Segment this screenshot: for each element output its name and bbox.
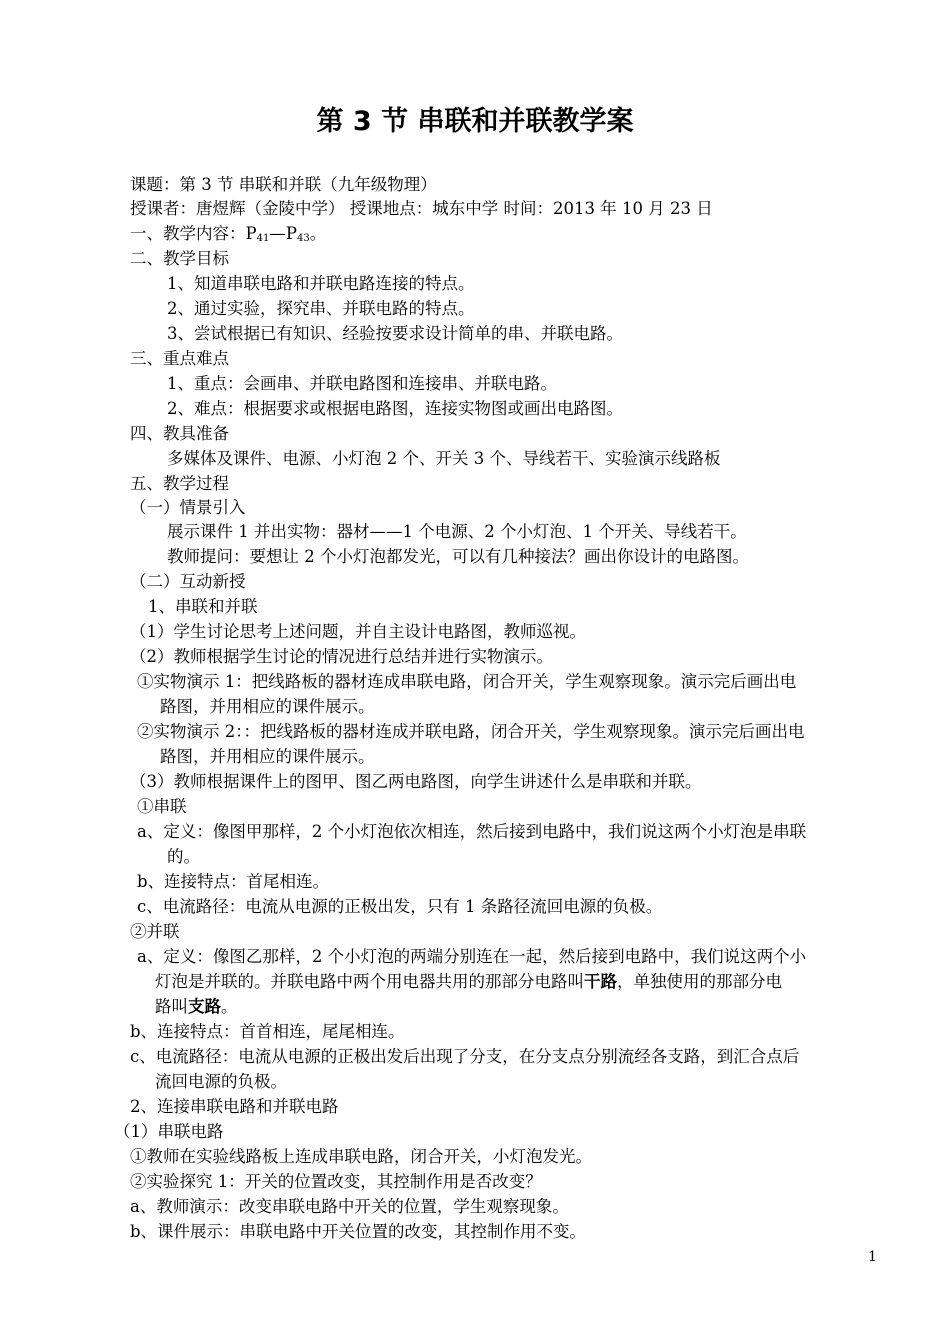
- text-line: 教师提问：要想让 2 个小灯泡都发光，可以有几种接法？画出你设计的电路图。: [167, 547, 749, 566]
- text-line: 1、重点：会画串、并联电路图和连接串、并联电路。: [167, 374, 557, 393]
- text-line: 1、知道串联电路和并联电路连接的特点。: [167, 274, 475, 293]
- text-line: 五、教学过程: [130, 474, 229, 493]
- text-line: c、电流路径：电流从电源的正极出发，只有 1 条路径流回电源的负极。: [137, 897, 663, 916]
- text-line: 2、通过实验，探究串、并联电路的特点。: [167, 299, 475, 318]
- text-line: 的。: [167, 847, 200, 866]
- text-line: ②并联: [130, 922, 180, 941]
- text-line: 一、教学内容：$P_{41}—P_{43}$。: [130, 224, 327, 244]
- text-line: a、定义：像图乙那样，2 个小灯泡的两端分别连在一起，然后接到电路中，我们说这两个小: [137, 947, 807, 966]
- text-run: 路叫: [155, 997, 188, 1016]
- text-line: [155, 996, 238, 1018]
- text-line: ②实物演示 2：：把线路板的器材连成并联电路，闭合开关，学生观察现象。演示完后画出电: [137, 722, 805, 741]
- text-line: 路图，并用相应的课件展示。: [160, 697, 375, 716]
- text-line: ①实物演示 1：把线路板的器材连成串联电路，闭合开关，学生观察现象。演示完后画出电: [137, 672, 797, 691]
- text-line: 路图，并用相应的课件展示。: [160, 747, 375, 766]
- text-line: 2、难点：根据要求或根据电路图，连接实物图或画出电路图。: [167, 399, 623, 418]
- text-line: 二、教学目标: [130, 249, 229, 268]
- text-line: b、连接特点：首首相连，尾尾相连。: [130, 1022, 405, 1041]
- text-run: ，单独使用的那部分电: [617, 972, 782, 991]
- text-line: ②实验探究 1：开关的位置改变，其控制作用是否改变？: [130, 1172, 542, 1191]
- text-line: ①教师在实验线路板上连成串联电路，闭合开关，小灯泡发光。: [130, 1147, 592, 1166]
- text-line: （二）互动新授: [130, 572, 246, 591]
- text-line: c、电流路径：电流从电源的正极出发后出现了分支，在分支点分别流经各支路，到汇合点后: [130, 1047, 800, 1066]
- text-line: 课题：第 3 节 串联和并联（九年级物理）: [130, 175, 437, 194]
- text-line: （一）情景引入: [130, 498, 246, 517]
- text-line: 1、串联和并联: [148, 597, 258, 616]
- text-line: （1）串联电路: [114, 1122, 224, 1141]
- text-line: 3、尝试根据已有知识、经验按要求设计简单的串、并联电路。: [167, 324, 623, 343]
- page-number: 1: [868, 1249, 877, 1265]
- document-title: 第 3 节 串联和并联教学案: [316, 106, 634, 137]
- text-line: 三、重点难点: [130, 349, 229, 368]
- text-line: b、连接特点：首尾相连。: [137, 872, 330, 891]
- text-line: （3）教师根据课件上的图甲、图乙两电路图，向学生讲述什么是串联和并联。: [130, 772, 702, 791]
- text-line: a、教师演示：改变串联电路中开关的位置，学生观察现象。: [130, 1197, 569, 1216]
- term-main-line: 干路: [584, 972, 617, 991]
- text-line: ①串联: [137, 797, 187, 816]
- text-run: 灯泡是并联的。并联电路中两个用电器共用的那部分电路叫: [155, 972, 584, 991]
- text-line: 多媒体及课件、电源、小灯泡 2 个、开关 3 个、导线若干、实验演示线路板: [167, 449, 721, 468]
- text-line: b、课件展示：串联电路中开关位置的改变，其控制作用不变。: [130, 1222, 587, 1241]
- text-line: 流回电源的负极。: [155, 1072, 287, 1091]
- text-line: 四、教具准备: [130, 424, 229, 443]
- text-line: （2）教师根据学生讨论的情况进行总结并进行实物演示。: [130, 647, 553, 666]
- text-line: （1）学生讨论思考上述问题，并自主设计电路图，教师巡视。: [130, 622, 586, 641]
- text-line: [155, 971, 782, 993]
- text-line: a、定义：像图甲那样，2 个小灯泡依次相连，然后接到电路中，我们说这两个小灯泡是串联: [137, 822, 807, 841]
- text-run: 。: [221, 997, 238, 1016]
- text-line: 展示课件 1 并出实物：器材——1 个电源、2 个小灯泡、1 个开关、导线若干。: [167, 522, 747, 541]
- text-line: 授课者：唐煜辉（金陵中学） 授课地点：城东中学 时间：2013 年 10 月 23 日: [130, 199, 713, 218]
- text-line: 2、连接串联电路和并联电路: [130, 1097, 339, 1116]
- term-branch: 支路: [188, 997, 221, 1016]
